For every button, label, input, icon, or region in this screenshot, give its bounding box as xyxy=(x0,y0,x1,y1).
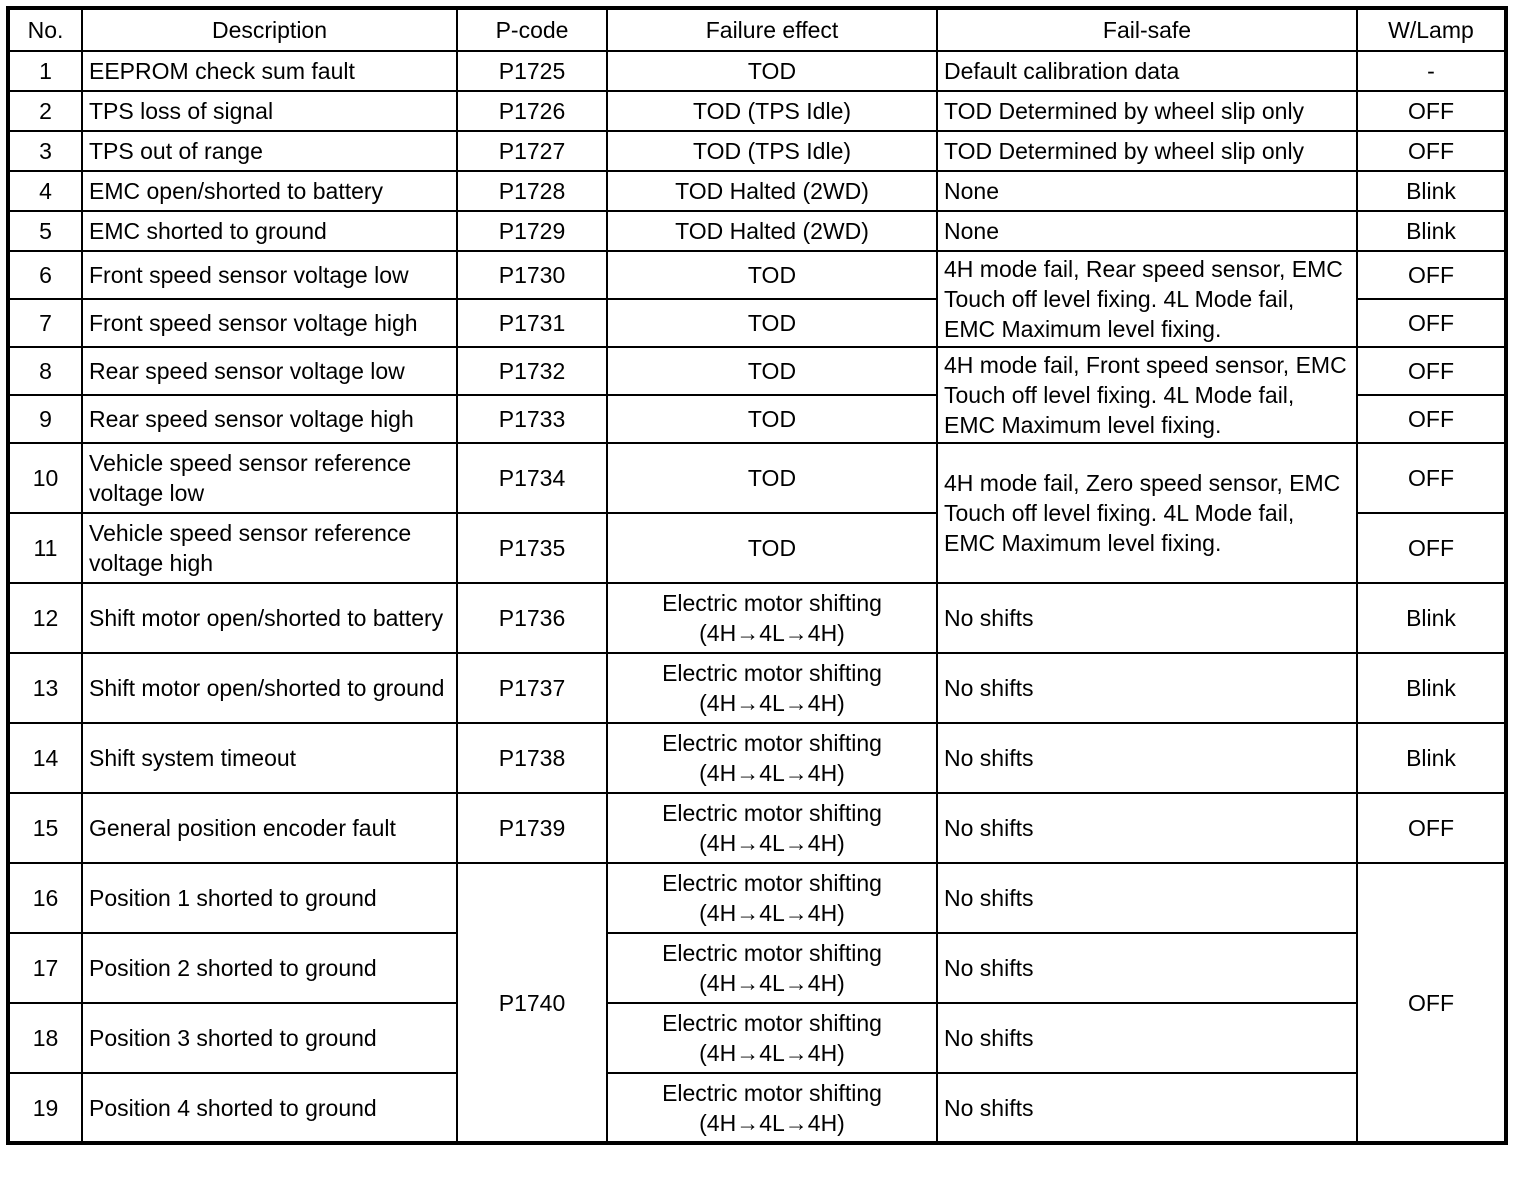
cell-no: 17 xyxy=(8,933,82,1003)
failure-effect-line-1: Electric motor shifting xyxy=(662,660,882,686)
cell-wlamp: OFF xyxy=(1357,347,1506,395)
cell-failure-effect xyxy=(607,723,937,793)
cell-pcode: P1732 xyxy=(457,347,607,395)
cell-no: 9 xyxy=(8,395,82,443)
cell-pcode: P1734 xyxy=(457,443,607,513)
table-row xyxy=(8,723,1506,793)
cell-no: 19 xyxy=(8,1073,82,1143)
cell-pcode: P1726 xyxy=(457,91,607,131)
cell-pcode: P1740 xyxy=(457,863,607,1143)
cell-no: 12 xyxy=(8,583,82,653)
table-row xyxy=(8,347,1506,395)
cell-no: 10 xyxy=(8,443,82,513)
cell-description: Shift system timeout xyxy=(82,723,457,793)
cell-description: EMC shorted to ground xyxy=(82,211,457,251)
table-row xyxy=(8,91,1506,131)
cell-description: Rear speed sensor voltage low xyxy=(82,347,457,395)
cell-fail-safe: TOD Determined by wheel slip only xyxy=(937,131,1357,171)
cell-fail-safe: No shifts xyxy=(937,653,1357,723)
cell-no: 2 xyxy=(8,91,82,131)
cell-pcode: P1736 xyxy=(457,583,607,653)
cell-description: Position 1 shorted to ground xyxy=(82,863,457,933)
cell-pcode: P1729 xyxy=(457,211,607,251)
cell-pcode: P1728 xyxy=(457,171,607,211)
cell-wlamp: Blink xyxy=(1357,723,1506,793)
cell-fail-safe: 4H mode fail, Front speed sensor, EMC Touch off level fixing. 4L Mode fail, EMC Maximum level fixing. xyxy=(937,347,1357,443)
cell-description: Vehicle speed sensor reference voltage low xyxy=(82,443,457,513)
cell-description: Position 3 shorted to ground xyxy=(82,1003,457,1073)
cell-failure-effect: TOD xyxy=(607,395,937,443)
cell-failure-effect xyxy=(607,653,937,723)
cell-failure-effect: TOD xyxy=(607,251,937,299)
cell-failure-effect xyxy=(607,1073,937,1143)
cell-no: 1 xyxy=(8,51,82,91)
cell-pcode: P1725 xyxy=(457,51,607,91)
cell-description: General position encoder fault xyxy=(82,793,457,863)
cell-wlamp: OFF xyxy=(1357,863,1506,1143)
cell-failure-effect: TOD Halted (2WD) xyxy=(607,171,937,211)
header-failure-effect: Failure effect xyxy=(607,8,937,51)
table-row xyxy=(8,51,1506,91)
cell-no: 14 xyxy=(8,723,82,793)
cell-pcode: P1730 xyxy=(457,251,607,299)
header-pcode: P-code xyxy=(457,8,607,51)
failure-effect-line-1: Electric motor shifting xyxy=(662,940,882,966)
cell-wlamp: Blink xyxy=(1357,653,1506,723)
cell-wlamp: Blink xyxy=(1357,171,1506,211)
failure-effect-line-1: Electric motor shifting xyxy=(662,1079,882,1106)
cell-fail-safe: TOD Determined by wheel slip only xyxy=(937,91,1357,131)
cell-failure-effect xyxy=(607,793,937,863)
failure-effect-line-1: Electric motor shifting xyxy=(662,800,882,826)
cell-pcode: P1737 xyxy=(457,653,607,723)
cell-description: TPS out of range xyxy=(82,131,457,171)
header-wlamp: W/Lamp xyxy=(1357,8,1506,51)
cell-failure-effect: TOD Halted (2WD) xyxy=(607,211,937,251)
fault-code-table-container xyxy=(6,6,1508,1145)
failure-effect-line-2: (4H→4L→4H) xyxy=(699,690,845,716)
cell-wlamp: Blink xyxy=(1357,583,1506,653)
cell-pcode: P1733 xyxy=(457,395,607,443)
cell-description: Rear speed sensor voltage high xyxy=(82,395,457,443)
cell-failure-effect xyxy=(607,863,937,933)
cell-wlamp: OFF xyxy=(1357,513,1506,583)
cell-failure-effect: TOD xyxy=(607,443,937,513)
cell-failure-effect: TOD (TPS Idle) xyxy=(607,91,937,131)
cell-description: Front speed sensor voltage high xyxy=(82,299,457,347)
cell-wlamp: OFF xyxy=(1357,793,1506,863)
cell-fail-safe: 4H mode fail, Rear speed sensor, EMC Touch off level fixing. 4L Mode fail, EMC Maximum level fixing. xyxy=(937,251,1357,347)
cell-no: 3 xyxy=(8,131,82,171)
cell-description: Vehicle speed sensor reference voltage high xyxy=(82,513,457,583)
cell-fail-safe: No shifts xyxy=(937,1073,1357,1143)
cell-no: 16 xyxy=(8,863,82,933)
cell-no: 13 xyxy=(8,653,82,723)
cell-wlamp: - xyxy=(1357,51,1506,91)
failure-effect-line-2: (4H→4L→4H) xyxy=(699,1109,845,1136)
cell-description: Position 2 shorted to ground xyxy=(82,933,457,1003)
cell-wlamp: OFF xyxy=(1357,395,1506,443)
failure-effect-line-2: (4H→4L→4H) xyxy=(699,900,845,926)
table-row xyxy=(8,793,1506,863)
cell-no: 18 xyxy=(8,1003,82,1073)
cell-description: Front speed sensor voltage low xyxy=(82,251,457,299)
fault-code-table xyxy=(6,6,1508,1145)
cell-fail-safe: No shifts xyxy=(937,933,1357,1003)
failure-effect-line-2: (4H→4L→4H) xyxy=(699,830,845,856)
header-description: Description xyxy=(82,8,457,51)
failure-effect-line-1: Electric motor shifting xyxy=(662,870,882,896)
cell-no: 6 xyxy=(8,251,82,299)
cell-pcode: P1738 xyxy=(457,723,607,793)
cell-failure-effect: TOD xyxy=(607,347,937,395)
cell-wlamp: OFF xyxy=(1357,91,1506,131)
cell-failure-effect: TOD xyxy=(607,51,937,91)
cell-wlamp: OFF xyxy=(1357,131,1506,171)
cell-wlamp: OFF xyxy=(1357,251,1506,299)
failure-effect-line-2: (4H→4L→4H) xyxy=(699,1040,845,1066)
table-row xyxy=(8,131,1506,171)
cell-fail-safe: No shifts xyxy=(937,583,1357,653)
cell-wlamp: OFF xyxy=(1357,299,1506,347)
cell-no: 15 xyxy=(8,793,82,863)
cell-fail-safe: No shifts xyxy=(937,1003,1357,1073)
cell-fail-safe: No shifts xyxy=(937,723,1357,793)
table-row xyxy=(8,251,1506,299)
cell-fail-safe: No shifts xyxy=(937,793,1357,863)
cell-no: 4 xyxy=(8,171,82,211)
cell-description: EEPROM check sum fault xyxy=(82,51,457,91)
cell-description: Position 4 shorted to ground xyxy=(82,1073,457,1143)
failure-effect-line-2: (4H→4L→4H) xyxy=(699,970,845,996)
table-row xyxy=(8,443,1506,513)
cell-no: 8 xyxy=(8,347,82,395)
cell-failure-effect xyxy=(607,1003,937,1073)
table-row xyxy=(8,1003,1506,1073)
cell-description: Shift motor open/shorted to battery xyxy=(82,583,457,653)
cell-failure-effect: TOD xyxy=(607,299,937,347)
table-row xyxy=(8,1073,1506,1143)
table-row xyxy=(8,211,1506,251)
cell-failure-effect xyxy=(607,933,937,1003)
failure-effect-line-2: (4H→4L→4H) xyxy=(699,760,845,786)
cell-failure-effect: TOD (TPS Idle) xyxy=(607,131,937,171)
cell-description: TPS loss of signal xyxy=(82,91,457,131)
cell-wlamp: Blink xyxy=(1357,211,1506,251)
cell-pcode: P1739 xyxy=(457,793,607,863)
cell-fail-safe: Default calibration data xyxy=(937,51,1357,91)
cell-pcode: P1731 xyxy=(457,299,607,347)
cell-pcode: P1727 xyxy=(457,131,607,171)
header-row xyxy=(8,8,1506,51)
failure-effect-line-1: Electric motor shifting xyxy=(662,590,882,616)
cell-no: 11 xyxy=(8,513,82,583)
failure-effect-line-1: Electric motor shifting xyxy=(662,1010,882,1036)
failure-effect-line-1: Electric motor shifting xyxy=(662,730,882,756)
header-fail-safe: Fail-safe xyxy=(937,8,1357,51)
cell-pcode: P1735 xyxy=(457,513,607,583)
failure-effect-line-2: (4H→4L→4H) xyxy=(699,620,845,646)
table-row xyxy=(8,171,1506,211)
cell-fail-safe: No shifts xyxy=(937,863,1357,933)
cell-description: Shift motor open/shorted to ground xyxy=(82,653,457,723)
cell-fail-safe: None xyxy=(937,211,1357,251)
cell-failure-effect xyxy=(607,583,937,653)
cell-description: EMC open/shorted to battery xyxy=(82,171,457,211)
cell-fail-safe: None xyxy=(937,171,1357,211)
cell-wlamp: OFF xyxy=(1357,443,1506,513)
header-no: No. xyxy=(8,8,82,51)
cell-failure-effect: TOD xyxy=(607,513,937,583)
table-row xyxy=(8,583,1506,653)
cell-no: 5 xyxy=(8,211,82,251)
table-row xyxy=(8,933,1506,1003)
table-row xyxy=(8,653,1506,723)
table-row xyxy=(8,863,1506,933)
cell-fail-safe: 4H mode fail, Zero speed sensor, EMC Touch off level fixing. 4L Mode fail, EMC Maximum level fixing. xyxy=(937,443,1357,583)
cell-no: 7 xyxy=(8,299,82,347)
